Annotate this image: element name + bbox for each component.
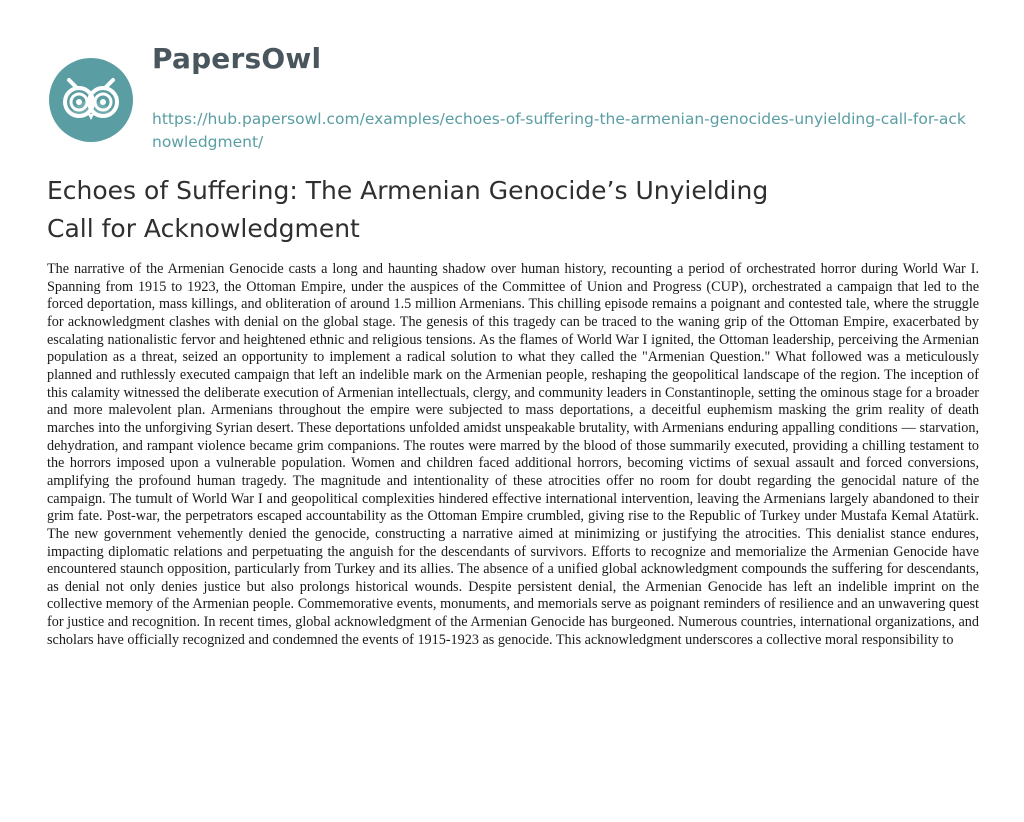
article-body: The narrative of the Armenian Genocide casts a long and haunting shadow over human history, recounting a period of orchestrated horror during World War I. Spanning from 1915 to 1923, the Ottoman Empire, under the auspices of the Committee of Union and Progress (CUP), orchestrated a campaign that led to the forced deportation, mass killings, and obliteration of around 1.5 million Armenians. This chilling episode remains a poignant and contested tale, where the struggle for acknowledgment clashes with denial on the global stage. The genesis of this tragedy can be traced to the waning grip of the Ottoman Empire, exacerbated by escalating nationalistic fervor and heightened ethnic and religious tensions. As the flames of World War I ignited, the Ottoman leadership, perceiving the Armenian population as a threat, seized an opportunity to implement a radical solution to what they called the "Armenian Question." What followed was a meticulously planned and ruthlessly executed campaign that left an indelible mark on the Armenian people, reshaping the geopolitical landscape of the region. The inception of this calamity witnessed the deliberate execution of Armenian intellectuals, clergy, and community leaders in Constantinople, setting the ominous stage for a broader and more malevolent plan. Armenians throughout the empire were subjected to mass deportations, a deceitful euphemism masking the grim reality of death marches into the unforgiving Syrian desert. These deportations unfolded amidst unspeakable brutality, with Armenians enduring appalling conditions — starvation, dehydration, and rampant violence became grim companions. The routes were marred by the blood of those summarily executed, providing a chilling testament to the horrors imposed upon a vulnerable population. Women and children faced additional horrors, becoming victims of sexual assault and forced conversions, amplifying the profound human tragedy. The magnitude and intentionality of these atrocities offer no room for doubt regarding the genocidal nature of the campaign. The tumult of World War I and geopolitical complexities hindered effective international intervention, leaving the Armenians largely abandoned to their grim fate. Post-war, the perpetrators escaped accountability as the Ottoman Empire crumbled, giving rise to the Republic of Turkey under Mustafa Kemal Atatürk. The new government vehemently denied the genocide, constructing a narrative aimed at minimizing or justifying the atrocities. This denialist stance endures, impacting diplomatic relations and perpetuating the anguish for the descendants of survivors. Efforts to recognize and memorialize the Armenian Genocide have encountered staunch opposition, particularly from Turkey and its allies. The absence of a unified global acknowledgment compounds the suffering for descendants, as denial not only denies justice but also prolongs historical wounds. Despite persistent denial, the Armenian Genocide has left an indelible imprint on the collective memory of the Armenian people. Commemorative events, monuments, and memorials serve as poignant reminders of resilience and an unwavering quest for justice and recognition. In recent times, global acknowledgment of the Armenian Genocide has burgeoned. Numerous countries, international organizations, and scholars have officially recognized and condemned the events of 1915-1923 as genocide. This acknowledgment underscores a collective moral responsibility to	[47, 261, 979, 648]
article-title: Echoes of Suffering: The Armenian Genocide’s Unyielding Call for Acknowledgment	[47, 176, 769, 243]
site-header	[47, 38, 987, 158]
page-url-link[interactable]: https://hub.papersowl.com/examples/echoes-of-suffering-the-armenian-genocides-unyielding-call-for-acknowledgment/	[152, 110, 966, 151]
site-name[interactable]: PapersOwl	[152, 42, 322, 75]
owl-logo-icon[interactable]	[47, 56, 135, 144]
